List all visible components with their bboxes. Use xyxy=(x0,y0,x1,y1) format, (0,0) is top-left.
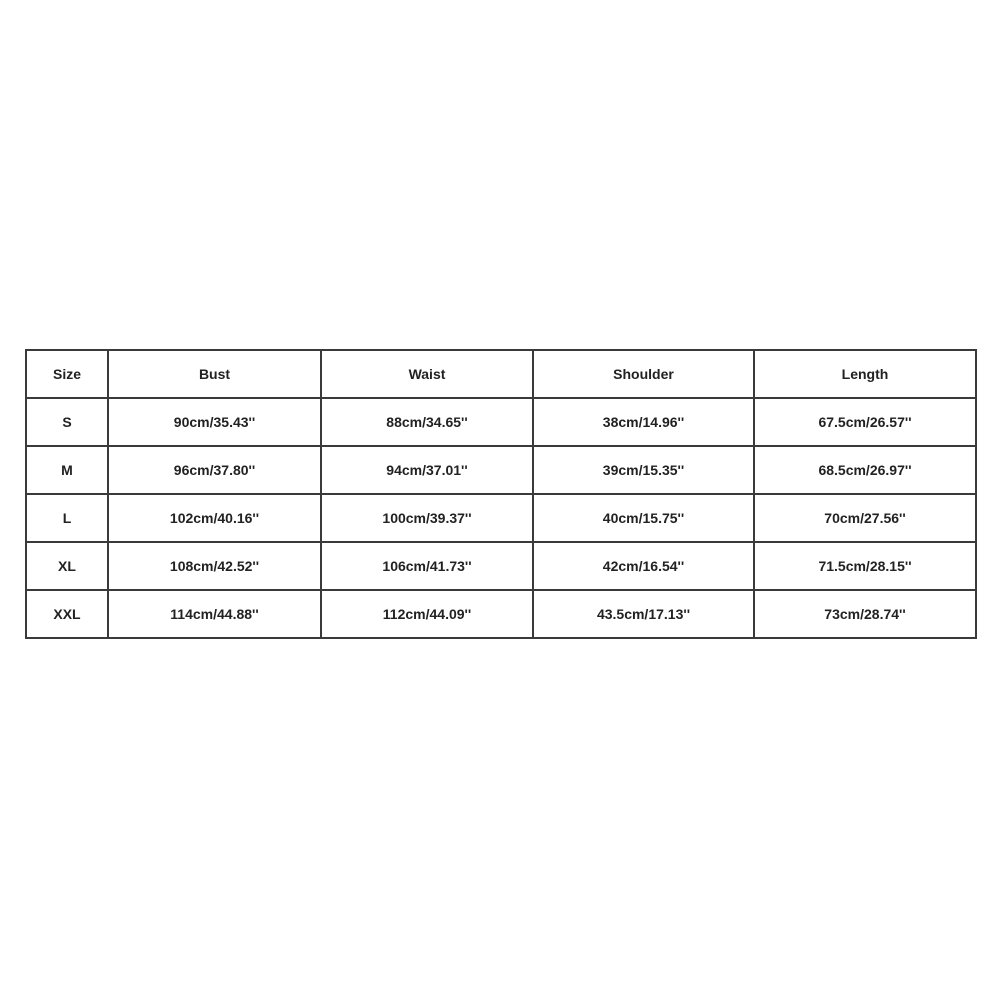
table-row xyxy=(26,494,976,542)
cell-bust: 90cm/35.43'' xyxy=(108,398,321,446)
cell-bust: 108cm/42.52'' xyxy=(108,542,321,590)
header-shoulder: Shoulder xyxy=(533,350,754,398)
cell-waist: 88cm/34.65'' xyxy=(321,398,533,446)
cell-length: 67.5cm/26.57'' xyxy=(754,398,976,446)
table-row xyxy=(26,398,976,446)
cell-shoulder: 39cm/15.35'' xyxy=(533,446,754,494)
cell-length: 73cm/28.74'' xyxy=(754,590,976,638)
cell-waist: 106cm/41.73'' xyxy=(321,542,533,590)
cell-size: XXL xyxy=(26,590,108,638)
cell-bust: 114cm/44.88'' xyxy=(108,590,321,638)
header-bust: Bust xyxy=(108,350,321,398)
cell-waist: 94cm/37.01'' xyxy=(321,446,533,494)
cell-size: XL xyxy=(26,542,108,590)
table-row xyxy=(26,542,976,590)
cell-shoulder: 38cm/14.96'' xyxy=(533,398,754,446)
cell-shoulder: 40cm/15.75'' xyxy=(533,494,754,542)
cell-waist: 112cm/44.09'' xyxy=(321,590,533,638)
table-row xyxy=(26,446,976,494)
cell-size: S xyxy=(26,398,108,446)
header-waist: Waist xyxy=(321,350,533,398)
cell-length: 70cm/27.56'' xyxy=(754,494,976,542)
cell-size: L xyxy=(26,494,108,542)
header-row xyxy=(26,350,976,398)
cell-shoulder: 43.5cm/17.13'' xyxy=(533,590,754,638)
cell-length: 71.5cm/28.15'' xyxy=(754,542,976,590)
size-chart-table xyxy=(25,349,977,639)
cell-bust: 102cm/40.16'' xyxy=(108,494,321,542)
header-length: Length xyxy=(754,350,976,398)
cell-length: 68.5cm/26.97'' xyxy=(754,446,976,494)
cell-bust: 96cm/37.80'' xyxy=(108,446,321,494)
cell-waist: 100cm/39.37'' xyxy=(321,494,533,542)
cell-size: M xyxy=(26,446,108,494)
cell-shoulder: 42cm/16.54'' xyxy=(533,542,754,590)
header-size: Size xyxy=(26,350,108,398)
table-row xyxy=(26,590,976,638)
